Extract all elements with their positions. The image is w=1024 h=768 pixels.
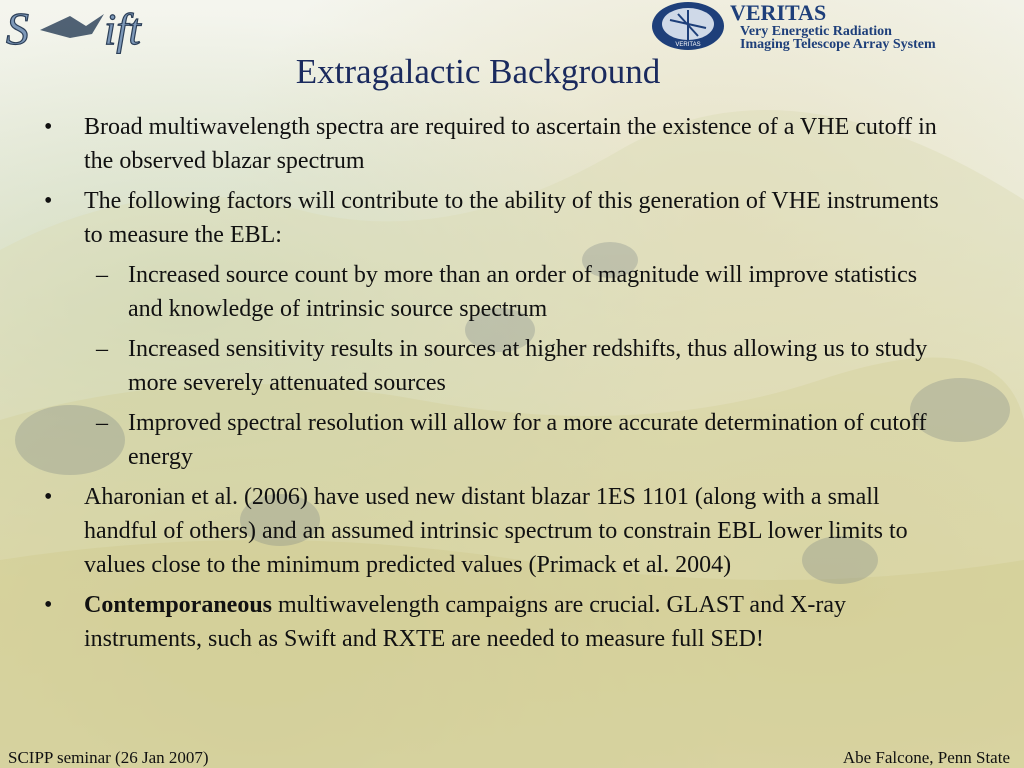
bullet-text: The following factors will contribute to the ability of this generation of VHE instruments to measure the EBL: xyxy=(84,188,939,248)
bullet-marker: • xyxy=(44,592,53,618)
bullet-text: Aharonian et al. (2006) have used new distant blazar 1ES 1101 (along with a small handful of others) and an assumed intrinsic spectrum to constrain EBL lower limits to values close to the minimum predicted values (Primack et al. 2004) xyxy=(84,484,908,578)
sub-bullet-marker: – xyxy=(96,336,108,362)
svg-text:ift: ift xyxy=(104,5,141,54)
sub-bullet-item xyxy=(44,406,944,474)
svg-text:S: S xyxy=(6,3,29,54)
veritas-logo xyxy=(648,0,1024,52)
sub-bullet-marker: – xyxy=(96,410,108,436)
swift-logo xyxy=(0,0,190,54)
sub-bullet-item xyxy=(44,258,944,326)
veritas-logo-line2: Imaging Telescope Array System xyxy=(740,37,936,52)
sub-bullet-text: Improved spectral resolution will allow for a more accurate determination of cutoff energy xyxy=(128,410,927,470)
footer-author: Abe Falcone, Penn State xyxy=(842,748,1010,767)
sub-bullet-text: Increased sensitivity results in sources at higher redshifts, thus allowing us to study more severely attenuated sources xyxy=(128,336,928,396)
slide-title: Extragalactic Background xyxy=(295,52,661,91)
bullet-marker: • xyxy=(44,114,53,140)
bullet-bold-text: Contemporaneous xyxy=(84,592,273,618)
bullet-marker: • xyxy=(44,484,53,510)
bullet-text: multiwavelength campaigns are crucial. GLAST and X-ray instruments, such as Swift and RXTE are needed to measure full SED! xyxy=(84,592,847,652)
veritas-logo-line1: Very Energetic Radiation xyxy=(740,24,892,39)
sub-bullet-text: Increased source count by more than an order of magnitude will improve statistics and knowledge of intrinsic source spectrum xyxy=(128,262,918,322)
footer-seminar: SCIPP seminar (26 Jan 2007) xyxy=(8,748,209,767)
sub-bullet-marker: – xyxy=(96,262,108,288)
bullet-item xyxy=(44,480,944,582)
veritas-logo-title: VERITAS xyxy=(730,0,827,25)
bullet-item xyxy=(44,588,944,656)
veritas-badge-text: VERITAS xyxy=(675,42,701,48)
bullet-item xyxy=(44,110,944,178)
bullet-list xyxy=(44,110,944,662)
bullet-item xyxy=(44,184,944,252)
bullet-text: Broad multiwavelength spectra are required to ascertain the existence of a VHE cutoff in the observed blazar spectrum xyxy=(84,114,937,174)
bullet-marker: • xyxy=(44,188,53,214)
sub-bullet-item xyxy=(44,332,944,400)
